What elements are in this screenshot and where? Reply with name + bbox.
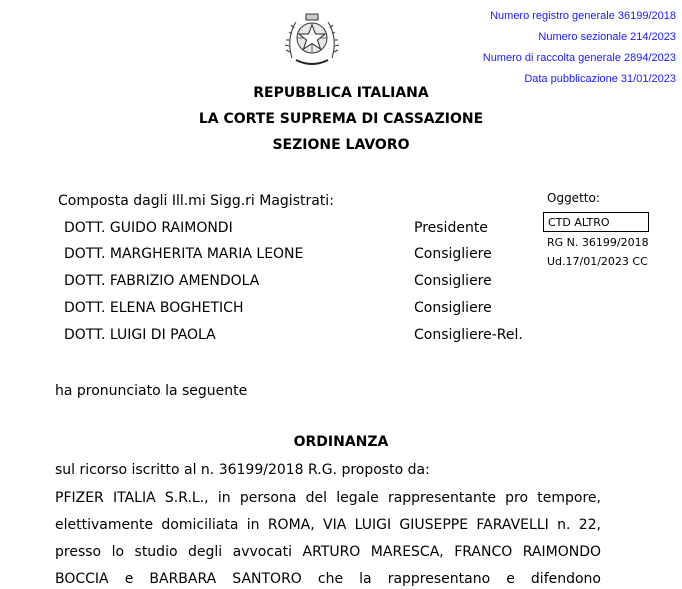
composition-intro: Composta dagli Ill.mi Sigg.ri Magistrati: [58, 193, 334, 209]
doc-type-heading: ORDINANZA [293, 434, 389, 450]
raccolta-generale: Numero di raccolta generale 2894/2023 [482, 52, 676, 64]
title-repubblica: REPUBBLICA ITALIANA [253, 85, 429, 101]
oggetto-box: CTD ALTRO [543, 212, 649, 232]
data-pubblicazione: Data pubblicazione 31/01/2023 [524, 73, 676, 85]
judge-name: DOTT. GUIDO RAIMONDI [64, 220, 233, 236]
body-line: PFIZER ITALIA S.R.L., in persona del legale rappresentante pro tempore, [55, 490, 601, 506]
judge-role: Consigliere-Rel. [414, 327, 523, 343]
republic-emblem-icon [282, 8, 342, 70]
judge-name: DOTT. LUIGI DI PAOLA [64, 327, 216, 343]
title-corte: LA CORTE SUPREMA DI CASSAZIONE [198, 111, 484, 127]
judge-role: Consigliere [414, 246, 492, 262]
numero-sezionale: Numero sezionale 214/2023 [538, 31, 676, 43]
judge-name: DOTT. MARGHERITA MARIA LEONE [64, 246, 304, 262]
judge-role: Presidente [414, 220, 488, 236]
oggetto-udienza: Ud.17/01/2023 CC [547, 255, 648, 268]
body-line: presso lo studio degli avvocati ARTURO MARESCA, FRANCO RAIMONDO [55, 544, 601, 560]
oggetto-rg: RG N. 36199/2018 [547, 236, 649, 249]
judge-role: Consigliere [414, 300, 492, 316]
title-sezione: SEZIONE LAVORO [272, 137, 410, 153]
body-line: BOCCIA e BARBARA SANTORO che la rappresentano e difendono [55, 571, 601, 587]
body-line: elettivamente domiciliata in ROMA, VIA LUIGI GIUSEPPE FARAVELLI n. 22, [55, 517, 601, 533]
registro-generale: Numero registro generale 36199/2018 [490, 10, 676, 22]
judge-role: Consigliere [414, 273, 492, 289]
oggetto-label: Oggetto: [547, 191, 600, 205]
pronounce-text: ha pronunciato la seguente [55, 383, 248, 399]
judge-name: DOTT. ELENA BOGHETICH [64, 300, 244, 316]
judge-name: DOTT. FABRIZIO AMENDOLA [64, 273, 260, 289]
body-line: sul ricorso iscritto al n. 36199/2018 R.G. proposto da: [55, 462, 430, 478]
